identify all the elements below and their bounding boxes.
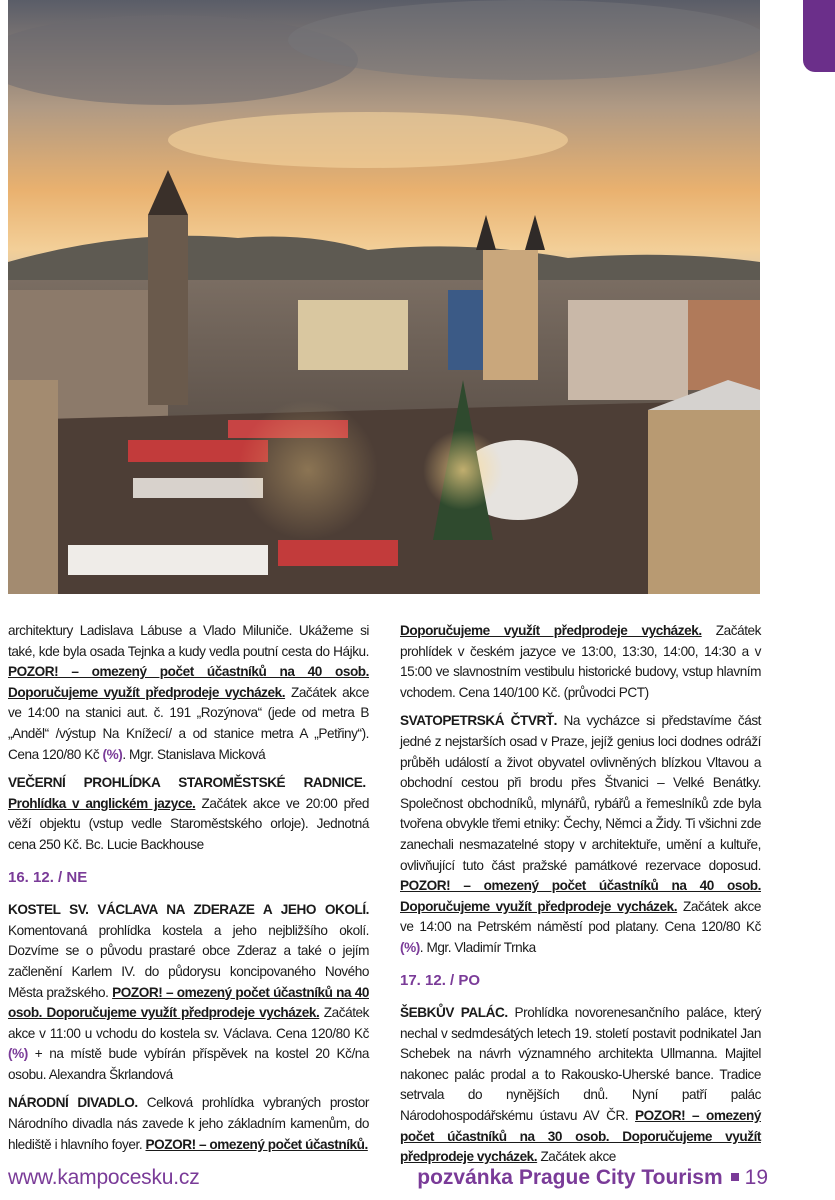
event-sebkuv-palac: ŠEBKŮV PALÁC. Prohlídka novorenesančního paláce, který nechal v sedmdesátých letech 19. století postavit podnikatel Jan Schebek na návrh významného architekta Ullmanna. Majitel nakonec palác prodal a to Rakousko-Uherské bance. Tradice setrvala do nynějších dnů. Nyní patří palác Národohospodářskému ústavu AV ČR. POZOR! – omezený počet účastníků na 30 osob. Doporučujeme využít předprodeje vycházek. Začátek akce bbox=[400, 1005, 761, 1165]
website-link[interactable]: www.kampocesku.cz bbox=[8, 1166, 200, 1189]
event-radnice: VEČERNÍ PROHLÍDKA STAROMĚSTSKÉ RADNICE. Prohlídka v anglickém jazyce. Začátek akce ve 20:00 před věží objektu (vstup vedle Staroměstského orloje). Jednotná cena 250 Kč. Bc. Lucie Backhouse bbox=[8, 775, 369, 852]
warning-text: POZOR! – omezený počet účastníků na 30 osob. Doporučujeme využít předprodeje vycházek. bbox=[400, 1108, 761, 1165]
page-number: 19 bbox=[744, 1166, 768, 1189]
page-footer bbox=[8, 1166, 768, 1196]
warning-text: POZOR! – omezený počet účastníků. bbox=[145, 1136, 368, 1152]
discount-badge: (%) bbox=[8, 1046, 28, 1062]
tagline-text: pozvánka Prague City Tourism bbox=[417, 1166, 723, 1189]
warning-text: POZOR! – omezený počet účastníků na 40 osob. Doporučujeme využít předprodeje vycházek. bbox=[8, 984, 369, 1021]
discount-badge: (%) bbox=[102, 746, 123, 762]
warning-text: Prohlídka v anglickém jazyce. bbox=[8, 795, 196, 811]
discount-badge: (%) bbox=[400, 939, 420, 955]
event-kostel-zderaz: KOSTEL SV. VÁCLAVA NA ZDERAZE A JEHO OKOLÍ. Komentovaná prohlídka kostela a jeho nejbližšího okolí. Dozvíme se o původu prastaré obce Zderaz a také o jejím začlenění Karlem IV. do půdorysu koncipovaného Nového Města pražského. POZOR! – omezený počet účastníků na 40 osob. Doporučujeme využít předprodeje vycházek. Začátek akce v 11:00 u vchodu do kostela sv. Václava. Cena 120/80 Kč (%) + na místě bude vybírán příspěvek na kostel 20 Kč/na osobu. Alexandra Škrlandová bbox=[8, 902, 369, 1082]
section-tab bbox=[803, 0, 835, 72]
prague-christmas-market-photo bbox=[8, 0, 760, 594]
warning-text: POZOR! – omezený počet účastníků na 40 osob. Doporučujeme využít předprodeje vycházek. bbox=[8, 664, 369, 700]
date-heading: 17. 12. / PO bbox=[400, 971, 481, 989]
event-heading: KOSTEL SV. VÁCLAVA NA ZDERAZE A JEHO OKOLÍ. bbox=[8, 902, 369, 918]
event-heading: VEČERNÍ PROHLÍDKA STAROMĚSTSKÉ RADNICE. bbox=[8, 775, 366, 791]
event-heading: NÁRODNÍ DIVADLO. bbox=[8, 1095, 138, 1111]
footer-tagline bbox=[417, 1166, 768, 1190]
square-bullet-icon bbox=[731, 1173, 739, 1181]
date-heading: 16. 12. / NE bbox=[8, 868, 88, 886]
event-heading: SVATOPETRSKÁ ČTVRŤ. bbox=[400, 713, 558, 729]
left-text-column bbox=[8, 621, 369, 1163]
warning-text: POZOR! – omezený počet účastníků na 40 osob. Doporučujeme využít předprodeje vycházek. bbox=[400, 878, 761, 914]
event-svatopetrska: SVATOPETRSKÁ ČTVRŤ. Na vycházce si představíme část jedné z nejstarších osad v Praze, jejíž genius loci dodnes odráží průběh událostí a život obyvatel ovlivněných blízkou Vltavou a obchodní cestou při brodu přes Štvanici – Velké Benátky. Společnost obchodníků, mlynářů, rybářů a řemeslníků zde byla tvořena obvykle třemi etniky: Čechy, Němci a Židy. Ti všichni zde zanechali nesmazatelné stopy v architektuře, umění a kultuře, ovlivňující tuto část pražské památkové rezervace doposud. POZOR! – omezený počet účastníků na 40 osob. Doporučujeme využít předprodeje vycházek. Začátek akce ve 14:00 na Petrském náměstí pod platany. Cena 120/80 Kč (%). Mgr. Vladimír Trnka bbox=[400, 713, 761, 955]
intro-paragraph: architektury Ladislava Lábuse a Vlado Miluniče. Ukážeme si také, kde byla osada Tejnka a kudy vedla poutní cesta do Hájku. POZOR! – omezený počet účastníků na 40 osob. Doporučujeme využít předprodeje vycházek. Začátek akce ve 14:00 na stanici aut. č. 191 „Rozýnova“ (jede od metra B „Anděl“ /výstup Na Knížecí/ a od stanice metra A „Petřiny“). Cena 120/80 Kč (%). Mgr. Stanislava Micková bbox=[8, 623, 369, 762]
event-heading: ŠEBKŮV PALÁC. bbox=[400, 1005, 508, 1021]
warning-text: Doporučujeme využít předprodeje vycházek. bbox=[400, 623, 702, 638]
intro-paragraph: Doporučujeme využít předprodeje vycházek. Začátek prohlídek v českém jazyce ve 13:00, 13:30, 14:00, 14:30 a v 15:00 ve slavnostním vestibulu historické budovy, vstup hlavním vchodem. Cena 140/100 Kč. (průvodci PCT) bbox=[400, 623, 761, 700]
right-text-column bbox=[400, 621, 761, 1176]
event-narodni-divadlo: NÁRODNÍ DIVADLO. Celková prohlídka vybraných prostor Národního divadla nás zavede k jeho základním kamenům, do hlediště i hlavního foyer. POZOR! – omezený počet účastníků. bbox=[8, 1095, 369, 1152]
